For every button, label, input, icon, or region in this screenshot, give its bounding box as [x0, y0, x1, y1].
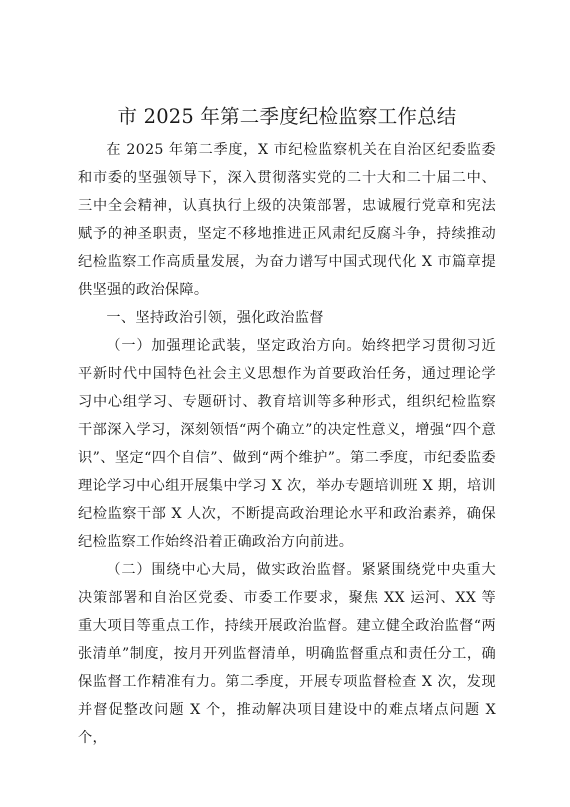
section-heading: 一、坚持政治引领，强化政治监督 — [106, 310, 324, 326]
document-title: 市 2025 年第二季度纪检监察工作总结 — [117, 105, 457, 128]
section-item-1: （一）加强理论武装，坚定政治方向。始终把学习贯彻习近平新时代中国特色社会主义思想作为首要政治任务，通过理论学习中心组学习、专题研讨、教育培训等多种形式，组织纪检监察干部深入学习，深刻领悟“两个确立”的决定性意义，增强“四个意识”、坚定“四个自信”、做到“两个维护”。第二季度，市纪委监委理论学习中心组开展集中学习 X 次，举办专题培训班 X 期，培训纪检监察干部 X 人次，不断提高政治理论水平和政治素养，确保纪检监察工作始终沿着正确政治方向前进。 — [78, 338, 496, 550]
section-item-2: （二）围绕中心大局，做实政治监督。紧紧围绕党中央重大决策部署和自治区党委、市委工作要求，聚焦 XX 运河、XX 等重大项目等重点工作，持续开展政治监督。建立健全政治监督“两张清单”制度，按月开列监督清单，明确监督重点和责任分工，确保监督工作精准有力。第二季度，开展专项监督检查 X 次，发现并督促整改问题 X 个，推动解决项目建设中的难点堵点问题 X 个， — [78, 562, 496, 746]
document-body — [78, 104, 496, 752]
intro-paragraph: 在 2025 年第二季度，X 市纪检监察机关在自治区纪委监委和市委的坚强领导下，深入贯彻落实党的二十大和二十届二中、三中全会精神，认真执行上级的决策部署，忠诚履行党章和宪法赋予的神圣职责，坚定不移地推进正风肃纪反腐斗争，持续推动纪检监察工作高质量发展，为奋力谱写中国式现代化 X 市篇章提供坚强的政治保障。 — [78, 142, 496, 298]
